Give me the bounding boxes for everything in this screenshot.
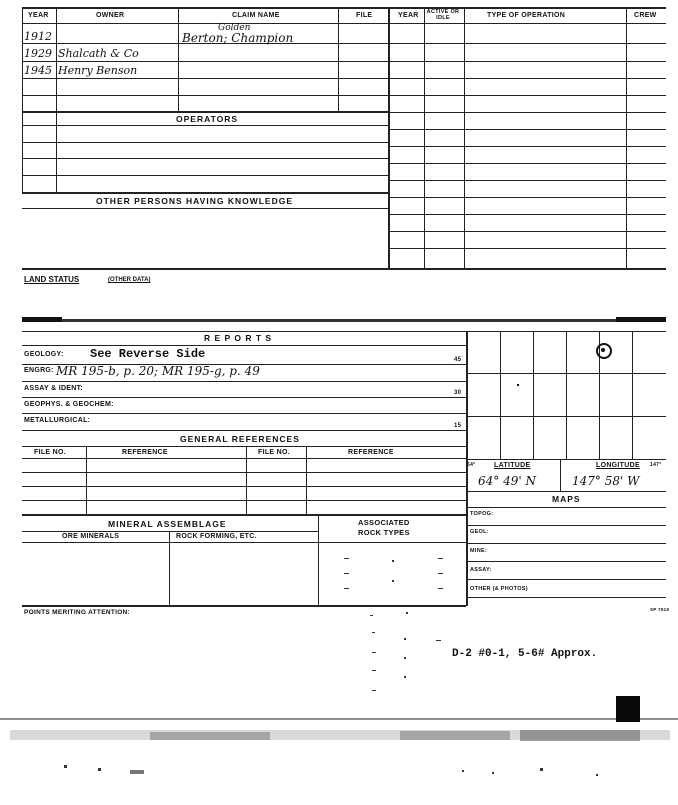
hline bbox=[466, 416, 666, 417]
vline bbox=[178, 7, 179, 112]
col-file-no: FILE NO. bbox=[258, 449, 290, 456]
vline bbox=[318, 514, 319, 606]
speck bbox=[540, 768, 543, 771]
hline bbox=[388, 112, 666, 113]
hline bbox=[388, 95, 666, 96]
hline bbox=[466, 543, 666, 544]
engrg-label: ENGRG: bbox=[24, 367, 54, 374]
dash-mark bbox=[438, 588, 443, 589]
hline bbox=[22, 430, 466, 431]
maps-title: MAPS bbox=[552, 494, 581, 504]
lat-prefix: 64° bbox=[467, 462, 476, 468]
hline bbox=[22, 331, 666, 332]
dash-mark bbox=[344, 588, 349, 589]
dash-mark bbox=[438, 573, 443, 574]
typed-note: D-2 #0-1, 5-6# Approx. bbox=[452, 648, 598, 660]
col-file-no: FILE NO. bbox=[34, 449, 66, 456]
hline bbox=[22, 175, 388, 176]
vline bbox=[169, 531, 170, 606]
associated-label: ASSOCIATED bbox=[358, 518, 410, 527]
hline bbox=[466, 525, 666, 526]
header-file: FILE bbox=[356, 12, 373, 19]
general-references-title: GENERAL REFERENCES bbox=[180, 434, 300, 444]
mineral-title: MINERAL ASSEMBLAGE bbox=[108, 519, 227, 529]
longitude-value: 147° 58' W bbox=[572, 474, 640, 488]
speck bbox=[372, 690, 376, 691]
speck bbox=[492, 772, 494, 774]
speck bbox=[372, 652, 376, 653]
hline bbox=[22, 413, 466, 414]
hline bbox=[388, 43, 666, 44]
margin-number: 30 bbox=[454, 390, 462, 396]
dot-mark bbox=[392, 560, 394, 562]
engrg-value: MR 195-b, p. 20; MR 195-g, p. 49 bbox=[56, 364, 260, 378]
land-status-sub: (OTHER DATA) bbox=[108, 277, 151, 283]
hline bbox=[466, 491, 666, 492]
longitude-label: LONGITUDE bbox=[596, 462, 640, 469]
hline bbox=[388, 146, 666, 147]
operators-label: OPERATORS bbox=[176, 114, 239, 124]
header-rule bbox=[22, 23, 666, 24]
maps-mine-label: MINE: bbox=[470, 548, 488, 554]
speck bbox=[372, 632, 375, 633]
dash-mark bbox=[344, 558, 349, 559]
hline bbox=[466, 373, 666, 374]
divider-mark bbox=[22, 317, 62, 322]
black-mark bbox=[616, 696, 640, 722]
hline bbox=[22, 78, 388, 79]
speck bbox=[130, 770, 144, 774]
hline bbox=[22, 531, 318, 532]
col-reference: REFERENCE bbox=[348, 449, 394, 456]
latitude-value: 64° 49' N bbox=[478, 474, 536, 488]
hline bbox=[466, 507, 666, 508]
hline bbox=[388, 197, 666, 198]
hline bbox=[466, 597, 666, 598]
vline bbox=[632, 331, 633, 459]
hline bbox=[22, 500, 466, 501]
dot-mark bbox=[392, 580, 394, 582]
geology-label: GEOLOGY: bbox=[24, 351, 64, 358]
land-status-label: LAND STATUS bbox=[24, 275, 80, 284]
speck bbox=[370, 615, 373, 616]
hline bbox=[318, 542, 466, 543]
vline bbox=[424, 7, 425, 269]
vline bbox=[626, 7, 627, 269]
hline bbox=[388, 78, 666, 79]
header-claim-name: CLAIM NAME bbox=[232, 12, 280, 19]
hline bbox=[388, 61, 666, 62]
points-label: POINTS MERITING ATTENTION: bbox=[24, 609, 131, 616]
hline bbox=[22, 95, 388, 96]
hline bbox=[22, 514, 466, 516]
geology-value: See Reverse Side bbox=[90, 347, 206, 361]
hline bbox=[22, 397, 466, 398]
hline bbox=[466, 459, 666, 460]
maps-geol-label: GEOL: bbox=[470, 529, 489, 535]
speck bbox=[404, 657, 406, 659]
col-reference: REFERENCE bbox=[122, 449, 168, 456]
metallurgical-label: METALLURGICAL: bbox=[24, 417, 91, 424]
hline bbox=[22, 345, 466, 346]
claim-above-text: Golden bbox=[218, 23, 251, 33]
scan-line bbox=[0, 718, 678, 720]
speck bbox=[404, 676, 406, 678]
vline bbox=[500, 331, 501, 459]
speck bbox=[404, 638, 406, 640]
hline bbox=[22, 192, 388, 194]
hline bbox=[22, 486, 466, 487]
hline bbox=[466, 561, 666, 562]
assay-label: ASSAY & IDENT: bbox=[24, 385, 84, 392]
hline bbox=[22, 125, 388, 126]
hline bbox=[22, 208, 388, 209]
scan-noise-band bbox=[400, 731, 510, 740]
hline bbox=[22, 268, 666, 270]
speck bbox=[64, 765, 67, 768]
rock-types-label: ROCK TYPES bbox=[358, 528, 410, 537]
header-owner: OWNER bbox=[96, 12, 125, 19]
owner-name-text: Shalcath & Co bbox=[58, 47, 139, 60]
hline bbox=[22, 158, 388, 159]
hline bbox=[388, 163, 666, 164]
maps-other-label: OTHER (& PHOTOS) bbox=[470, 586, 528, 592]
reports-title: R E P O R T S bbox=[204, 333, 273, 343]
hline bbox=[22, 381, 466, 382]
hline bbox=[388, 214, 666, 215]
header-year-right: YEAR bbox=[398, 12, 419, 19]
speck bbox=[372, 670, 376, 671]
vline bbox=[306, 446, 307, 514]
vline bbox=[246, 446, 247, 514]
hline bbox=[388, 248, 666, 249]
vline bbox=[22, 7, 23, 193]
vline bbox=[560, 459, 561, 491]
latitude-label: LATITUDE bbox=[494, 462, 531, 469]
header-crew: CREW bbox=[634, 12, 657, 19]
map-speck bbox=[517, 384, 519, 386]
speck bbox=[406, 612, 408, 614]
vline bbox=[338, 7, 339, 112]
owner-row-year: 1945 bbox=[24, 64, 52, 77]
maps-assay-label: ASSAY: bbox=[470, 567, 492, 573]
speck bbox=[596, 774, 598, 776]
divider-mark bbox=[616, 317, 666, 322]
vline bbox=[533, 331, 534, 459]
hline bbox=[22, 542, 318, 543]
header-year: YEAR bbox=[28, 12, 49, 19]
owner-row-year: 1929 bbox=[24, 47, 52, 60]
header-active-idle: ACTIVE OR IDLE bbox=[426, 9, 460, 21]
dash-mark bbox=[438, 558, 443, 559]
vline bbox=[56, 7, 57, 193]
location-marker-dot bbox=[601, 348, 605, 352]
speck bbox=[98, 768, 101, 771]
scan-noise-band bbox=[520, 730, 640, 741]
ore-minerals-label: ORE MINERALS bbox=[62, 533, 120, 540]
hline bbox=[22, 142, 388, 143]
hline bbox=[388, 129, 666, 130]
hline bbox=[22, 458, 466, 459]
geophys-label: GEOPHYS. & GEOCHEM: bbox=[24, 401, 114, 408]
hline bbox=[22, 61, 388, 62]
hline bbox=[466, 579, 666, 580]
dash-mark bbox=[344, 573, 349, 574]
hline bbox=[22, 111, 388, 113]
speck bbox=[436, 640, 441, 641]
vline bbox=[388, 7, 390, 269]
vline bbox=[464, 7, 465, 269]
other-persons-label: OTHER PERSONS HAVING KNOWLEDGE bbox=[96, 196, 294, 206]
margin-number: 45 bbox=[454, 357, 462, 363]
top-border bbox=[22, 7, 666, 9]
hline bbox=[22, 605, 466, 607]
claim-name-text: Berton; Champion bbox=[182, 31, 294, 45]
vline bbox=[86, 446, 87, 514]
lon-suffix: 147° bbox=[650, 462, 662, 468]
maps-topog-label: TOPOG: bbox=[470, 511, 494, 517]
hline bbox=[22, 472, 466, 473]
section-divider bbox=[22, 319, 666, 322]
hline bbox=[388, 231, 666, 232]
margin-number: 15 bbox=[454, 423, 462, 429]
hline bbox=[388, 180, 666, 181]
header-type-of-operation: TYPE OF OPERATION bbox=[487, 12, 566, 19]
scan-noise-band bbox=[150, 732, 270, 740]
rock-forming-label: ROCK FORMING, ETC. bbox=[176, 533, 257, 540]
owner-row-year: 1912 bbox=[24, 30, 52, 43]
form-number: SP 7515 bbox=[650, 607, 670, 612]
vline bbox=[566, 331, 567, 459]
owner-name-text: Henry Benson bbox=[58, 64, 138, 77]
speck bbox=[462, 770, 464, 772]
hline bbox=[22, 446, 466, 447]
